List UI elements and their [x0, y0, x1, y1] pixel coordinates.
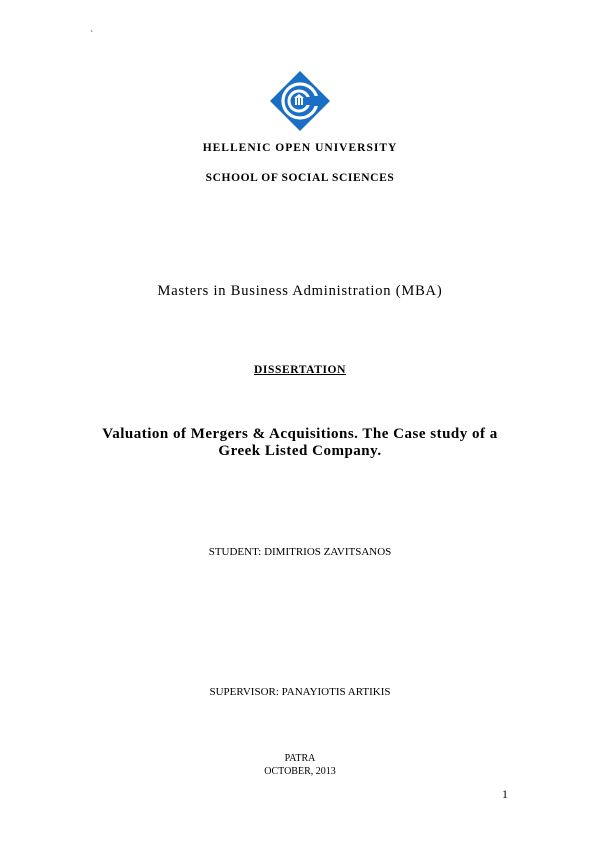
corner-mark: ` — [90, 30, 94, 41]
program-name: Masters in Business Administration (MBA) — [157, 283, 443, 299]
university-logo-icon — [269, 70, 331, 132]
date: OCTOBER, 2013 — [264, 766, 336, 777]
student-name: STUDENT: DIMITRIOS ZAVITSANOS — [208, 546, 392, 558]
page-number: 1 — [502, 787, 508, 801]
university-name: HELLENIC OPEN UNIVERSITY — [202, 142, 398, 154]
supervisor-name: SUPERVISOR: PANAYIOTIS ARTIKIS — [209, 686, 391, 698]
school-name: SCHOOL OF SOCIAL SCIENCES — [205, 172, 395, 184]
dissertation-title-line-1: Valuation of Mergers & Acquisitions. The Case study of a — [102, 426, 498, 442]
place: PATRA — [284, 753, 316, 764]
dissertation-title-line-2: Greek Listed Company. — [218, 443, 382, 459]
document-type: DISSERTATION — [253, 364, 346, 376]
